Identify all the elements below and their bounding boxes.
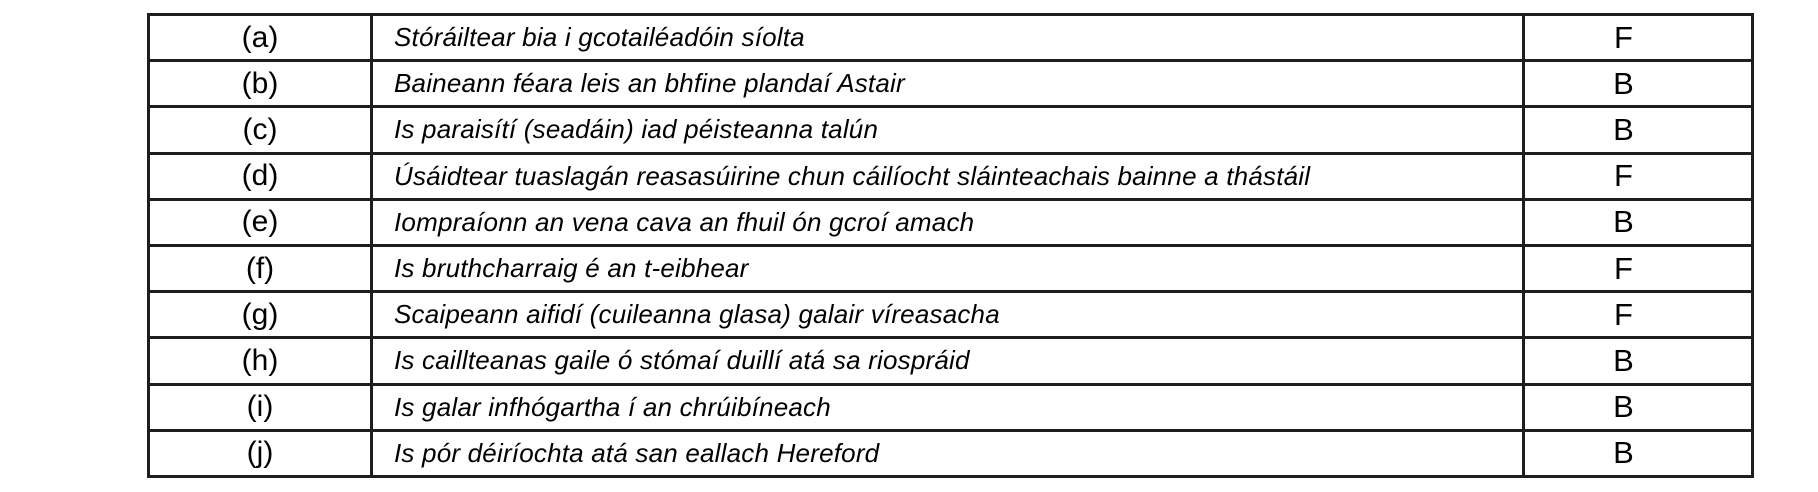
statement-text: Is pór déiríochta atá san eallach Hereford: [372, 430, 1524, 476]
statement-text: Stóráiltear bia i gcotailéadóin síolta: [372, 15, 1524, 61]
answer-letter: B: [1524, 199, 1753, 245]
answer-letter: B: [1524, 107, 1753, 153]
answer-letter: B: [1524, 61, 1753, 107]
statement-text: Is caillteanas gaile ó stómaí duillí atá sa riospráid: [372, 338, 1524, 384]
row-label: (g): [149, 292, 372, 338]
answer-letter: B: [1524, 430, 1753, 476]
statement-text: Baineann féara leis an bhfine plandaí Astair: [372, 61, 1524, 107]
statement-text: Scaipeann aifidí (cuileanna glasa) galair víreasacha: [372, 292, 1524, 338]
table-row: [149, 153, 1753, 199]
answer-letter: F: [1524, 153, 1753, 199]
table-row: [149, 384, 1753, 430]
row-label: (f): [149, 245, 372, 291]
statement-text: Is galar infhógartha í an chrúibíneach: [372, 384, 1524, 430]
statement-text: Iompraíonn an vena cava an fhuil ón gcroí amach: [372, 199, 1524, 245]
table-row: [149, 292, 1753, 338]
row-label: (a): [149, 15, 372, 61]
answer-letter: F: [1524, 292, 1753, 338]
row-label: (i): [149, 384, 372, 430]
row-label: (d): [149, 153, 372, 199]
true-false-table: [147, 13, 1754, 478]
row-label: (b): [149, 61, 372, 107]
answer-letter: B: [1524, 384, 1753, 430]
statement-text: Úsáidtear tuaslagán reasasúirine chun cáilíocht sláinteachais bainne a thástáil: [372, 153, 1524, 199]
answer-letter: F: [1524, 15, 1753, 61]
table-row: [149, 430, 1753, 476]
table-row: [149, 107, 1753, 153]
table-row: [149, 338, 1753, 384]
table-row: [149, 245, 1753, 291]
row-label: (j): [149, 430, 372, 476]
row-label: (e): [149, 199, 372, 245]
table-row: [149, 199, 1753, 245]
answer-letter: F: [1524, 245, 1753, 291]
row-label: (c): [149, 107, 372, 153]
row-label: (h): [149, 338, 372, 384]
table-row: [149, 15, 1753, 61]
table-row: [149, 61, 1753, 107]
statement-text: Is bruthcharraig é an t-eibhear: [372, 245, 1524, 291]
answer-letter: B: [1524, 338, 1753, 384]
statement-text: Is paraisítí (seadáin) iad péisteanna talún: [372, 107, 1524, 153]
